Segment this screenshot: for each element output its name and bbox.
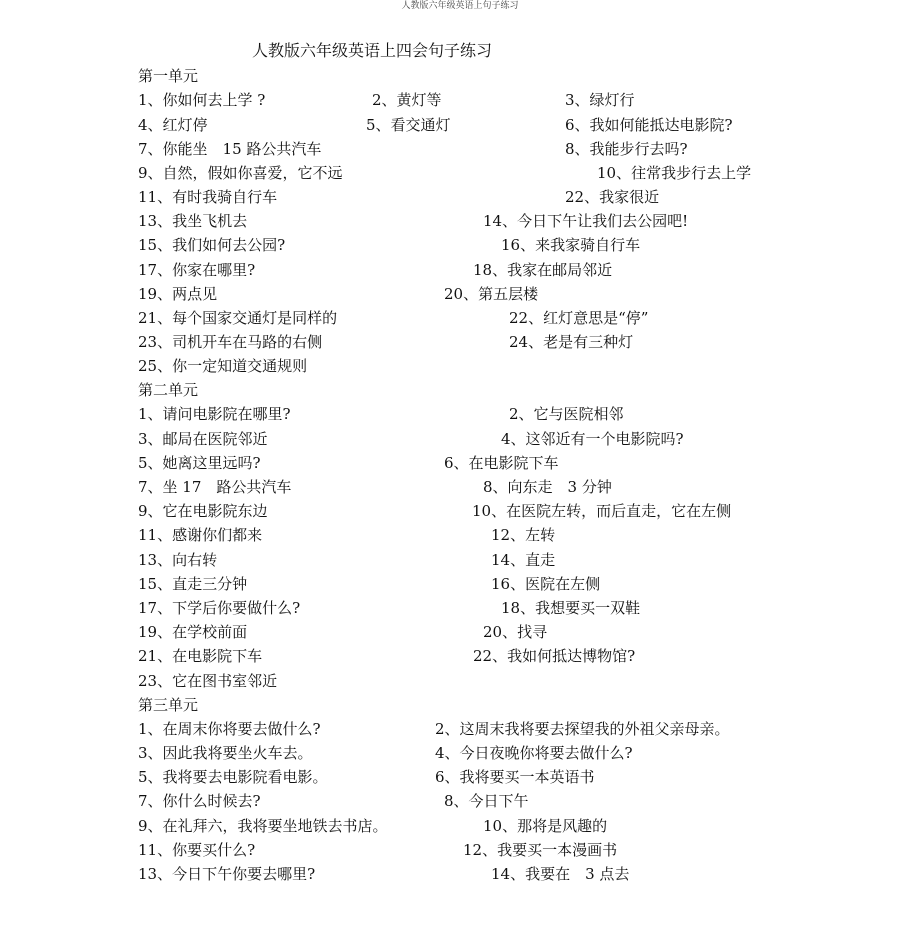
sentence-item: 10、往常我步行去上学 — [597, 164, 752, 182]
sentence-item: 12、我要买一本漫画书 — [463, 841, 618, 859]
sentence-item: 4、这邻近有一个电影院吗? — [501, 430, 684, 448]
sentence-item: 3、因此我将要坐火车去。 — [138, 744, 313, 762]
sentence-item: 10、在医院左转，而后直走，它在左侧 — [472, 502, 732, 520]
sentence-item: 23、司机开车在马路的右侧 — [138, 333, 323, 351]
sentence-item: 19、两点见 — [138, 285, 218, 303]
sentence-item: 20、找寻 — [483, 623, 548, 641]
sentence-item: 3、邮局在医院邻近 — [138, 430, 268, 448]
sentence-item: 6、我将要买一本英语书 — [435, 768, 595, 786]
unit-3-heading: 第三单元 — [138, 696, 199, 714]
sentence-item: 12、左转 — [491, 526, 556, 544]
sentence-item: 24、老是有三种灯 — [509, 333, 634, 351]
sentence-item: 1、你如何去上学 ? — [138, 91, 266, 109]
sentence-item: 6、在电影院下车 — [444, 454, 559, 472]
sentence-item: 11、有时我骑自行车 — [138, 188, 278, 206]
sentence-item: 19、在学校前面 — [138, 623, 248, 641]
sentence-item: 11、你要买什么? — [138, 841, 256, 859]
sentence-item: 13、我坐飞机去 — [138, 212, 248, 230]
sentence-item: 17、你家在哪里? — [138, 261, 256, 279]
sentence-item: 23、它在图书室邻近 — [138, 672, 278, 690]
sentence-item: 4、红灯停 — [138, 116, 208, 134]
sentence-item: 16、来我家骑自行车 — [501, 236, 641, 254]
sentence-item: 7、坐 17 路公共汽车 — [138, 478, 292, 496]
sentence-item: 14、今日下午让我们去公园吧! — [483, 212, 689, 230]
sentence-item: 21、在电影院下车 — [138, 647, 263, 665]
sentence-item: 17、下学后你要做什么? — [138, 599, 301, 617]
sentence-item: 9、自然，假如你喜爱，它不远 — [138, 164, 343, 182]
sentence-item: 22、我家很近 — [565, 188, 660, 206]
sentence-item: 5、我将要去电影院看电影。 — [138, 768, 328, 786]
sentence-item: 18、我想要买一双鞋 — [501, 599, 641, 617]
sentence-item: 14、直走 — [491, 551, 556, 569]
unit-1-heading: 第一单元 — [138, 67, 199, 85]
sentence-item: 16、医院在左侧 — [491, 575, 601, 593]
sentence-item: 22、我如何抵达博物馆? — [473, 647, 636, 665]
sentence-item: 25、你一定知道交通规则 — [138, 357, 308, 375]
sentence-item: 9、它在电影院东边 — [138, 502, 268, 520]
sentence-item: 14、我要在 3 点去 — [491, 865, 630, 883]
sentence-item: 2、黄灯等 — [372, 91, 442, 109]
sentence-item: 5、她离这里远吗? — [138, 454, 261, 472]
document-title: 人教版六年级英语上四会句子练习 — [252, 41, 493, 60]
sentence-item: 15、我们如何去公园? — [138, 236, 286, 254]
sentence-item: 8、我能步行去吗? — [565, 140, 688, 158]
sentence-item: 4、今日夜晚你将要去做什么? — [435, 744, 633, 762]
page-header: 人教版六年级英语上句子练习 — [401, 1, 519, 11]
sentence-item: 7、你能坐 15 路公共汽车 — [138, 140, 322, 158]
sentence-item: 1、在周末你将要去做什么? — [138, 720, 321, 738]
sentence-item: 6、我如何能抵达电影院? — [565, 116, 733, 134]
sentence-item: 8、向东走 3 分钟 — [483, 478, 612, 496]
sentence-item: 9、在礼拜六，我将要坐地铁去书店。 — [138, 817, 388, 835]
sentence-item: 2、这周末我将要去探望我的外祖父亲母亲。 — [435, 720, 730, 738]
sentence-item: 15、直走三分钟 — [138, 575, 248, 593]
sentence-item: 13、向右转 — [138, 551, 218, 569]
sentence-item: 11、感谢你们都来 — [138, 526, 263, 544]
sentence-item: 7、你什么时候去? — [138, 792, 261, 810]
sentence-item: 10、那将是风趣的 — [483, 817, 608, 835]
sentence-item: 22、红灯意思是“停” — [509, 309, 649, 327]
sentence-item: 18、我家在邮局邻近 — [473, 261, 613, 279]
sentence-item: 8、今日下午 — [444, 792, 529, 810]
sentence-item: 21、每个国家交通灯是同样的 — [138, 309, 338, 327]
sentence-item: 20、第五层楼 — [444, 285, 539, 303]
sentence-item: 2、它与医院相邻 — [509, 405, 624, 423]
sentence-item: 1、请问电影院在哪里? — [138, 405, 291, 423]
unit-2-heading: 第二单元 — [138, 381, 199, 399]
sentence-item: 3、绿灯行 — [565, 91, 635, 109]
sentence-item: 5、看交通灯 — [366, 116, 451, 134]
sentence-item: 13、今日下午你要去哪里? — [138, 865, 316, 883]
